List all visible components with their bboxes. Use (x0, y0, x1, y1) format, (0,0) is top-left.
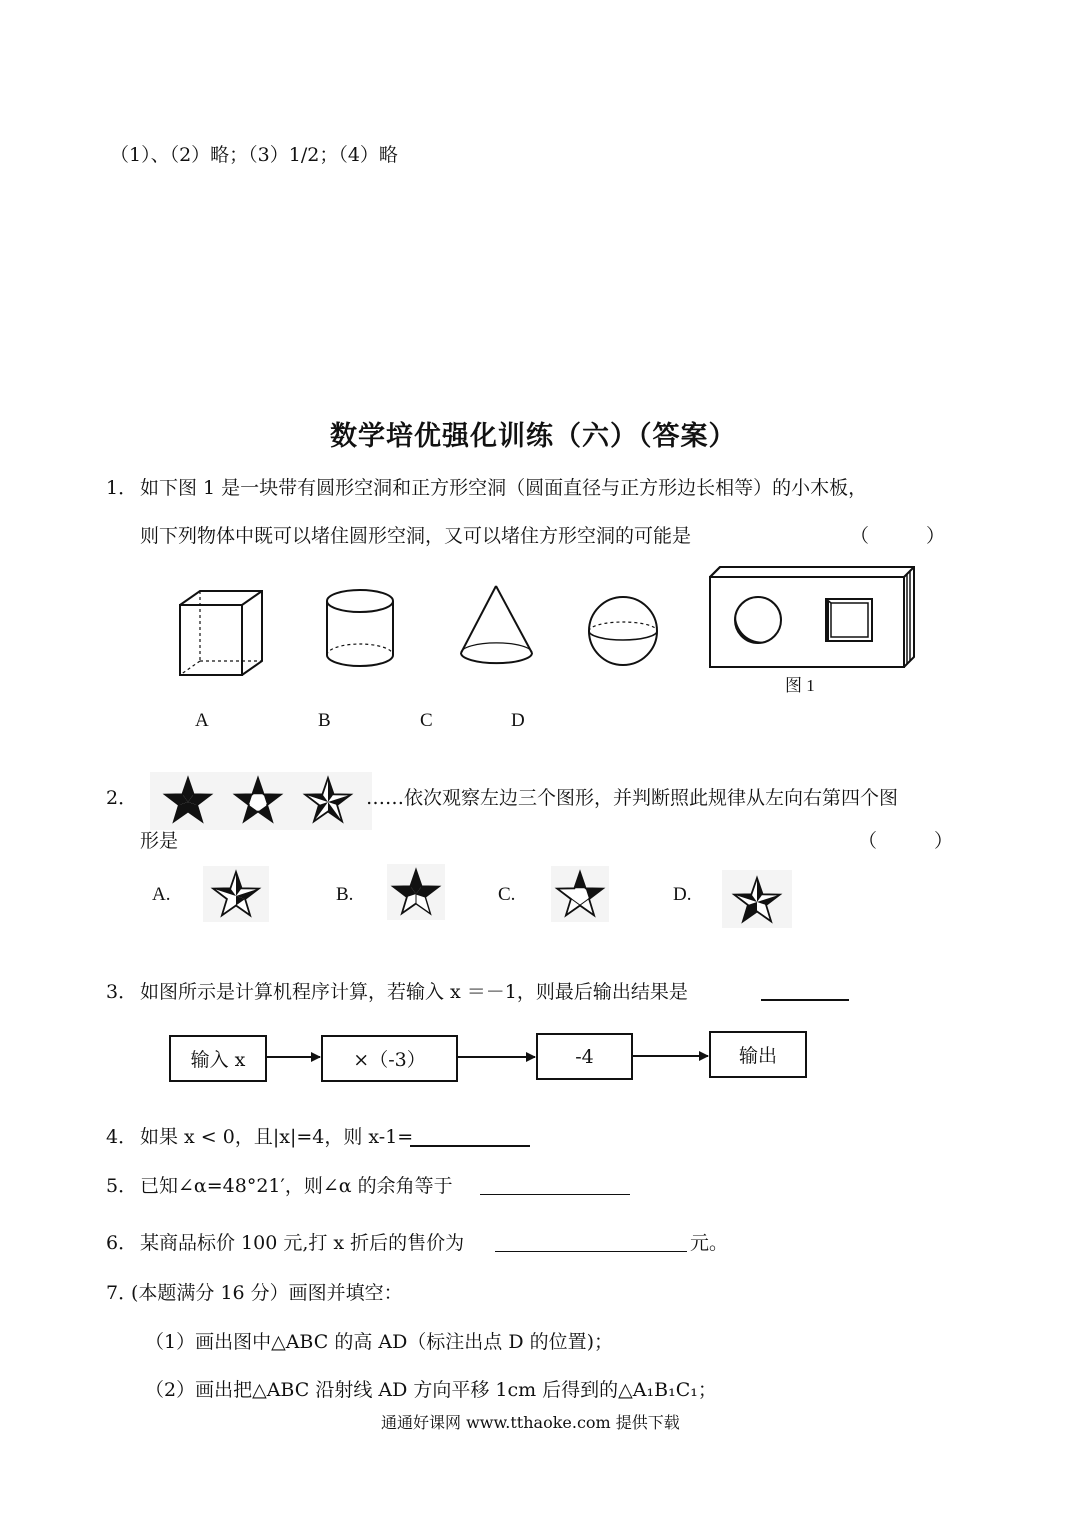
q6-answer-blank[interactable] (495, 1233, 687, 1252)
q7-sub2: （2）画出把△ABC 沿射线 AD 方向平移 1cm 后得到的△A₁B₁C₁； (145, 1379, 717, 1401)
q1-answer-paren: （ ） (850, 525, 946, 547)
q5-answer-blank[interactable] (480, 1176, 630, 1195)
q7-number: 7． (106, 1282, 138, 1304)
previous-answer: （1）、（2）略；（3）1/2；（4）略 (110, 144, 398, 166)
q1-option-d: D (511, 710, 525, 731)
q6-number: 6． (106, 1232, 138, 1254)
q2-option-d: D. (673, 884, 692, 905)
figure-1-caption: 图 1 (785, 676, 815, 695)
flow-output-label: 输出 (738, 1045, 777, 1067)
q7-text: (本题满分 16 分）画图并填空： (131, 1282, 403, 1304)
q6-unit: 元。 (690, 1232, 729, 1254)
q1-line2: 则下列物体中既可以堵住圆形空洞，又可以堵住方形空洞的可能是 (140, 525, 692, 547)
q6-text: 某商品标价 100 元,打 x 折后的售价为 (140, 1232, 465, 1254)
q2-option-b: B. (336, 884, 354, 905)
q2-text-line2: 形是 (140, 830, 179, 852)
q2-option-c: C. (498, 884, 516, 905)
q1-option-a: A (195, 710, 209, 731)
q3-number: 3． (106, 981, 138, 1003)
q2-text-line1: ……依次观察左边三个图形，并判断照此规律从左向右第四个图 (366, 787, 899, 809)
q2-option-a: A. (152, 884, 171, 905)
q3-text: 如图所示是计算机程序计算，若输入 x ＝－1，则最后输出结果是 (140, 981, 688, 1003)
page-footer: 通通好课网 www.tthaoke.com 提供下载 (381, 1413, 680, 1432)
q2-answer-paren: （ ） (858, 830, 954, 852)
flow-subtract-label: -4 (575, 1045, 594, 1068)
q5-text: 已知∠α=48°21′，则∠α 的余角等于 (140, 1175, 453, 1197)
q1-option-c: C (420, 710, 433, 731)
q1-option-b: B (318, 710, 331, 731)
flow-multiply-label: ×（-3） (353, 1049, 426, 1071)
q1-number: 1． (106, 477, 138, 499)
q1-line1: 如下图 1 是一块带有圆形空洞和正方形空洞（圆面直径与正方形边长相等）的小木板， (140, 477, 868, 499)
q4-text: 如果 x < 0，且|x|=4，则 x-1= (140, 1126, 414, 1148)
q4-answer-blank[interactable] (410, 1127, 530, 1147)
q5-number: 5． (106, 1175, 138, 1197)
q4-number: 4． (106, 1126, 138, 1148)
page-title: 数学培优强化训练（六）（答案） (330, 421, 737, 452)
q2-number: 2． (106, 787, 138, 809)
q7-sub1: （1）画出图中△ABC 的高 AD（标注出点 D 的位置)； (145, 1331, 614, 1353)
flow-input-label: 输入 x (190, 1049, 246, 1071)
